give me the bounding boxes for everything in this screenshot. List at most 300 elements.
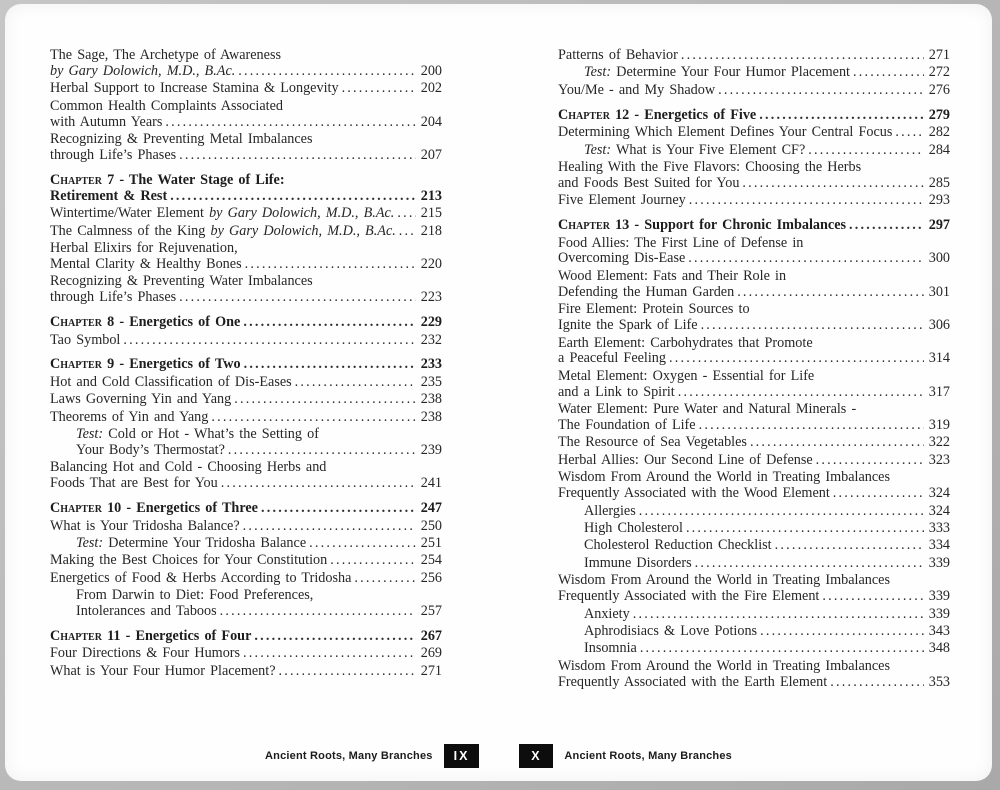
page-number: 297 <box>928 217 950 234</box>
toc-text-segment: - Support for Chronic Imbalances <box>629 217 847 234</box>
toc-entry-lastline <box>558 521 950 537</box>
toc-entry <box>558 269 950 301</box>
dot-leader <box>231 392 415 408</box>
dot-leader <box>805 143 923 159</box>
toc-entry-lastline <box>50 553 442 569</box>
toc-entry-lastline <box>558 48 950 64</box>
toc-entry <box>558 556 950 572</box>
page-number: 238 <box>420 408 442 425</box>
page-number: 202 <box>420 80 442 97</box>
toc-entry-lastline <box>558 589 950 605</box>
toc-text-segment: Frequently Associated with the Fire Element <box>558 588 820 605</box>
toc-text-segment: Patterns of Behavior <box>558 47 678 63</box>
toc-entry-lastline <box>558 108 950 124</box>
page-number: 334 <box>928 537 950 554</box>
toc-text-segment: Metal Element: Oxygen - Essential for Life <box>558 367 815 384</box>
toc-entry-lastline <box>50 629 442 645</box>
toc-text-segment: and a Link to Spirit <box>558 383 675 400</box>
toc-chapter-entry <box>558 218 950 234</box>
toc-entry-title <box>50 81 339 97</box>
page-number: 233 <box>420 356 442 373</box>
dot-leader <box>396 224 416 240</box>
toc-text-segment: Recognizing & Preventing Water Imbalances <box>50 273 313 290</box>
toc-entry-lastline <box>50 571 442 587</box>
page-number: 306 <box>928 317 950 334</box>
dot-leader <box>846 218 924 234</box>
toc-entry-lastline <box>558 176 950 192</box>
toc-entry-lastline <box>558 65 950 81</box>
toc-entry <box>558 143 950 159</box>
page-number: 238 <box>420 391 442 408</box>
toc-entry-title <box>558 453 813 469</box>
toc-text-segment: The Calmness of the King <box>50 222 211 239</box>
dot-leader <box>683 521 924 537</box>
toc-text-segment: What is Your Five Element CF? <box>611 141 806 158</box>
toc-entry <box>50 519 442 535</box>
toc-entry-line <box>50 274 442 290</box>
toc-entry-lastline <box>558 486 950 502</box>
toc-text-segment: through Life’s Phases <box>50 146 177 163</box>
dot-leader <box>813 453 924 469</box>
toc-entry <box>558 160 950 192</box>
toc-text-segment: You/Me - and My Shadow <box>558 81 716 98</box>
toc-entry <box>558 538 950 554</box>
page-number: 324 <box>928 502 950 519</box>
toc-text-segment: The Foundation of Life <box>558 417 696 434</box>
toc-entry-lastline <box>558 351 950 367</box>
toc-entry-lastline <box>50 206 442 222</box>
toc-entry-lastline <box>558 607 950 623</box>
page-number: 282 <box>928 124 950 141</box>
toc-text-segment: Test: <box>584 64 612 81</box>
toc-entry-lastline <box>50 604 442 620</box>
dot-leader <box>734 285 924 301</box>
dot-leader <box>258 501 416 517</box>
toc-entry <box>558 125 950 141</box>
toc-entry <box>50 81 442 97</box>
toc-entry-title <box>50 333 120 349</box>
dot-leader <box>692 556 924 572</box>
toc-entry-line <box>558 336 950 352</box>
toc-entry-lastline <box>50 257 442 273</box>
toc-text-segment: Five Element Journey <box>558 192 686 209</box>
toc-text-segment: What is Your Four Humor Placement? <box>50 662 276 679</box>
page-number: 241 <box>420 475 442 492</box>
toc-entry <box>558 369 950 401</box>
page-number: 279 <box>928 106 950 123</box>
toc-entry-title <box>584 143 805 159</box>
folio-number-left: IX <box>444 744 480 769</box>
page-footer <box>5 744 992 769</box>
toc-entry-title <box>558 218 846 234</box>
dot-leader <box>666 351 924 367</box>
dot-leader <box>276 664 416 680</box>
dot-leader <box>351 571 415 587</box>
page-number: 339 <box>928 605 950 622</box>
toc-text-segment: What is Your Tridosha Balance? <box>50 517 240 534</box>
toc-entry-line <box>50 132 442 148</box>
toc-text-segment: Four Directions & Four Humors <box>50 645 241 662</box>
page-number: 324 <box>928 485 950 502</box>
toc-entry-title <box>584 521 683 537</box>
dot-leader <box>685 251 923 267</box>
toc-column-left <box>50 48 442 692</box>
toc-text-segment: Defending the Human Garden <box>558 283 735 300</box>
page-number: 301 <box>928 283 950 300</box>
page-number: 229 <box>420 314 442 331</box>
toc-entry-title <box>50 115 162 131</box>
page-number: 218 <box>420 222 442 239</box>
toc-text-segment: - The Water Stage of Life: <box>114 171 285 188</box>
toc-text-segment: High Cholesterol <box>584 519 683 536</box>
page-number: 339 <box>928 588 950 605</box>
toc-entry <box>50 99 442 131</box>
toc-entry-lastline <box>558 418 950 434</box>
toc-entry-lastline <box>50 315 442 331</box>
toc-text-segment: Chapter 13 <box>558 217 630 234</box>
toc-text-segment: Chapter 10 <box>50 500 122 517</box>
toc-text-segment: Chapter 9 <box>50 356 115 373</box>
toc-entry-title <box>50 646 240 662</box>
toc-text-segment: Chapter 12 <box>558 106 630 123</box>
toc-text-segment: with Autumn Years <box>50 113 163 130</box>
toc-text-segment: Chapter 8 <box>50 314 115 331</box>
toc-entry <box>50 571 442 587</box>
page-number: 343 <box>928 622 950 639</box>
toc-text-segment: Cholesterol Reduction Checklist <box>584 537 772 554</box>
page-number: 267 <box>420 628 442 644</box>
page-number: 207 <box>420 146 442 163</box>
toc-text-segment: through Life’s Phases <box>50 289 177 306</box>
dot-leader <box>176 290 416 306</box>
toc-entry <box>558 336 950 368</box>
page-number: 276 <box>928 81 950 98</box>
dot-leader <box>892 125 923 141</box>
toc-entry-title <box>558 589 819 605</box>
toc-entry-line <box>558 369 950 385</box>
toc-entry-title <box>76 536 306 552</box>
toc-entry-lastline <box>50 189 442 205</box>
toc-chapter-entry <box>50 501 442 517</box>
toc-text-segment: Intolerances and Taboos <box>76 603 217 620</box>
toc-entry-lastline <box>50 375 442 391</box>
dot-leader <box>630 607 924 623</box>
dot-leader <box>167 189 416 205</box>
page-number: 333 <box>928 519 950 536</box>
toc-entry-lastline <box>558 641 950 657</box>
toc-entry <box>50 206 442 222</box>
toc-text-segment: Making the Best Choices for Your Constitution <box>50 552 328 569</box>
toc-entry-title <box>584 65 850 81</box>
dot-leader <box>235 64 415 80</box>
toc-entry-title <box>584 607 630 623</box>
toc-entry-title <box>584 504 636 520</box>
toc-text-segment: Frequently Associated with the Earth Element <box>558 673 828 690</box>
toc-entry-line <box>50 427 442 443</box>
dot-leader <box>240 646 416 662</box>
toc-entry <box>50 375 442 391</box>
toc-entry-lastline <box>50 536 442 552</box>
toc-entry-lastline <box>50 646 442 662</box>
toc-text-segment: Energetics of Food & Herbs According to Tridosha <box>50 569 352 586</box>
toc-entry <box>558 236 950 268</box>
page-number: 319 <box>928 417 950 434</box>
dot-leader <box>240 519 416 535</box>
toc-entry-title <box>50 257 242 273</box>
toc-text-segment: Theorems of Yin and Yang <box>50 408 209 425</box>
toc-entry <box>558 48 950 64</box>
toc-text-segment: Overcoming Dis-Ease <box>558 250 686 267</box>
page-number: 220 <box>420 255 442 272</box>
toc-entry-title <box>50 571 351 587</box>
toc-text-segment: - Energetics of Two <box>114 356 241 373</box>
toc-text-segment: Insomnia <box>584 640 637 657</box>
dot-leader <box>850 65 924 81</box>
toc-entry <box>558 607 950 623</box>
toc-entry-lastline <box>50 290 442 306</box>
toc-text-segment: Common Health Complaints Associated <box>50 97 283 114</box>
page-number: 317 <box>928 383 950 400</box>
toc-entry <box>50 241 442 273</box>
folio-number-right: X <box>519 744 553 769</box>
page-number: 314 <box>928 350 950 367</box>
dot-leader <box>675 385 924 401</box>
toc-entry-lastline <box>558 218 950 234</box>
dot-leader <box>757 624 924 640</box>
toc-entry <box>558 504 950 520</box>
dot-leader <box>819 589 923 605</box>
toc-entry <box>558 65 950 81</box>
page-number: 251 <box>420 534 442 551</box>
toc-entry-title <box>558 285 734 301</box>
toc-entry-line <box>558 659 950 675</box>
toc-entry-lastline <box>50 81 442 97</box>
toc-text-segment: Healing With the Five Flavors: Choosing the Herbs <box>558 158 862 175</box>
toc-entry-title <box>50 375 292 391</box>
toc-entry-lastline <box>50 664 442 680</box>
toc-text-segment: Mental Clarity & Healthy Bones <box>50 255 242 272</box>
toc-text-segment: by Gary Dolowich, M.D., B.Ac. <box>209 205 395 222</box>
toc-entry-lastline <box>558 83 950 99</box>
page-number: 235 <box>420 373 442 390</box>
toc-text-segment: Tao Symbol <box>50 331 121 348</box>
toc-entry <box>558 302 950 334</box>
toc-text-segment: Retirement & Rest <box>50 187 168 204</box>
toc-text-segment: by Gary Dolowich, M.D., B.Ac. <box>210 222 396 239</box>
dot-leader <box>208 410 415 426</box>
toc-text-segment: Test: <box>584 141 612 158</box>
toc-text-segment: - Energetics of Five <box>629 106 757 123</box>
toc-entry <box>50 536 442 552</box>
dot-leader <box>739 176 923 192</box>
page-number: 204 <box>420 113 442 130</box>
page-number: 300 <box>928 250 950 267</box>
toc-entry-title <box>558 193 686 209</box>
toc-text-segment: Herbal Support to Increase Stamina & Longevity <box>50 80 339 97</box>
toc-entry-lastline <box>558 385 950 401</box>
page-number: 254 <box>420 552 442 569</box>
toc-entry-lastline <box>558 538 950 554</box>
toc-entry-title <box>584 556 692 572</box>
toc-entry-lastline <box>50 392 442 408</box>
dot-leader <box>756 108 924 124</box>
toc-text-segment: Hot and Cold Classification of Dis-Eases <box>50 373 292 390</box>
toc-entry-title <box>76 443 225 459</box>
toc-entry-line <box>50 173 442 189</box>
toc-entry-title <box>558 251 685 267</box>
toc-text-segment: Ignite the Spark of Life <box>558 317 698 334</box>
toc-text-segment: Herbal Elixirs for Rejuvenation, <box>50 239 238 256</box>
toc-column-right <box>558 48 950 692</box>
toc-text-segment: From Darwin to Diet: Food Preferences, <box>76 587 314 604</box>
toc-text-segment: Food Allies: The First Line of Defense in <box>558 234 804 251</box>
toc-entry-title <box>50 189 167 205</box>
toc-entry-title <box>50 629 251 645</box>
toc-entry-title <box>558 385 675 401</box>
toc-entry-lastline <box>50 476 442 492</box>
toc-entry-title <box>584 624 757 640</box>
toc-text-segment: Test: <box>76 426 104 443</box>
toc-text-segment: Foods That are Best for You <box>50 475 218 492</box>
toc-text-segment: Wood Element: Fats and Their Role in <box>558 267 787 284</box>
toc-entry <box>50 460 442 492</box>
toc-entry-title <box>558 435 747 451</box>
toc-entry-title <box>558 48 678 64</box>
page-number: 239 <box>420 441 442 458</box>
toc-entry-title <box>50 553 327 569</box>
toc-text-segment: Allergies <box>584 502 636 519</box>
page-number: 213 <box>420 187 442 204</box>
toc-entry-title <box>50 224 396 240</box>
dot-leader <box>830 486 924 502</box>
toc-entry-lastline <box>558 453 950 469</box>
toc-text-segment: Cold or Hot - What’s the Setting of <box>103 426 319 443</box>
toc-text-segment: Wisdom From Around the World in Treating Imbalances <box>558 572 890 589</box>
toc-entry-lastline <box>50 410 442 426</box>
toc-entry-title <box>558 108 756 124</box>
toc-entry <box>50 410 442 426</box>
dot-leader <box>241 357 416 373</box>
toc-entry-line <box>558 470 950 486</box>
toc-text-segment: Chapter 11 <box>50 628 121 644</box>
toc-entry-title <box>50 315 240 331</box>
toc-entry-lastline <box>50 224 442 240</box>
toc-entry-line <box>50 48 442 64</box>
toc-entry-lastline <box>50 357 442 373</box>
toc-entry-line <box>558 160 950 176</box>
toc-entry-title <box>50 64 235 80</box>
toc-entry-title <box>558 351 666 367</box>
book-page <box>5 4 992 781</box>
dot-leader <box>251 629 415 645</box>
toc-entry-lastline <box>50 501 442 517</box>
toc-text-segment: Immune Disorders <box>584 554 692 571</box>
dot-leader <box>120 333 415 349</box>
toc-entry <box>558 453 950 469</box>
toc-entry <box>50 333 442 349</box>
toc-text-segment: Determine Your Four Humor Placement <box>611 64 850 81</box>
toc-entry-title <box>558 83 715 99</box>
toc-entry-title <box>558 318 698 334</box>
toc-entry-lastline <box>558 125 950 141</box>
page-number: 272 <box>928 64 950 81</box>
toc-entry-line <box>558 573 950 589</box>
footer-left-page <box>265 744 479 769</box>
page-number: 348 <box>928 640 950 657</box>
dot-leader <box>698 318 924 334</box>
page-number: 223 <box>420 289 442 306</box>
toc-entry-title <box>50 206 394 222</box>
toc-text-segment: Chapter 7 <box>50 171 115 188</box>
toc-entry-title <box>50 392 231 408</box>
toc-entry <box>50 646 442 662</box>
toc-entry-title <box>558 418 696 434</box>
page-number: 200 <box>420 62 442 79</box>
page-number: 353 <box>928 673 950 690</box>
toc-entry <box>50 588 442 620</box>
toc-text-segment: Wintertime/Water Element <box>50 205 210 222</box>
dot-leader <box>225 443 416 459</box>
toc-entry-title <box>558 486 830 502</box>
dot-leader <box>292 375 416 391</box>
toc-entry-title <box>50 290 176 306</box>
toc-text-segment: - Energetics of Three <box>121 500 258 517</box>
toc-entry-lastline <box>558 556 950 572</box>
toc-entry-title <box>50 410 208 426</box>
dot-leader <box>218 476 416 492</box>
toc-entry <box>50 224 442 240</box>
toc-entry-title <box>584 641 637 657</box>
page-number: 257 <box>420 603 442 620</box>
toc-chapter-entry <box>50 357 442 373</box>
dot-leader <box>715 83 924 99</box>
toc-entry-line <box>50 588 442 604</box>
toc-text-segment: by Gary Dolowich, M.D., B.Ac. <box>50 62 236 79</box>
book-title-running-footer: Ancient Roots, Many Branches <box>265 749 433 762</box>
page-number: 271 <box>928 47 950 63</box>
toc-entry <box>558 573 950 605</box>
toc-entry <box>50 427 442 459</box>
toc-entry-title <box>558 176 739 192</box>
toc-entry <box>558 470 950 502</box>
dot-leader <box>747 435 924 451</box>
toc-entry <box>50 553 442 569</box>
dot-leader <box>637 641 924 657</box>
toc-entry-lastline <box>558 435 950 451</box>
toc-entry-lastline <box>558 504 950 520</box>
page-number: 256 <box>420 569 442 586</box>
dot-leader <box>827 675 923 691</box>
page-number: 339 <box>928 554 950 571</box>
toc-text-segment: Laws Governing Yin and Yang <box>50 391 232 408</box>
dot-leader <box>306 536 416 552</box>
toc-entry-title <box>50 148 176 164</box>
page-number: 232 <box>420 331 442 348</box>
toc-text-segment: Determining Which Element Defines Your Central Focus <box>558 124 893 141</box>
toc-entry-lastline <box>558 251 950 267</box>
page-number: 215 <box>420 205 442 222</box>
dot-leader <box>686 193 924 209</box>
toc-chapter-entry <box>50 315 442 331</box>
dot-leader <box>217 604 416 620</box>
toc-entry-lastline <box>558 624 950 640</box>
toc-text-segment: Aphrodisiacs & Love Potions <box>584 622 758 639</box>
page-number: 285 <box>928 174 950 191</box>
dot-leader <box>162 115 415 131</box>
toc-entry-lastline <box>558 193 950 209</box>
toc-entry <box>558 193 950 209</box>
toc-entry-line <box>50 99 442 115</box>
